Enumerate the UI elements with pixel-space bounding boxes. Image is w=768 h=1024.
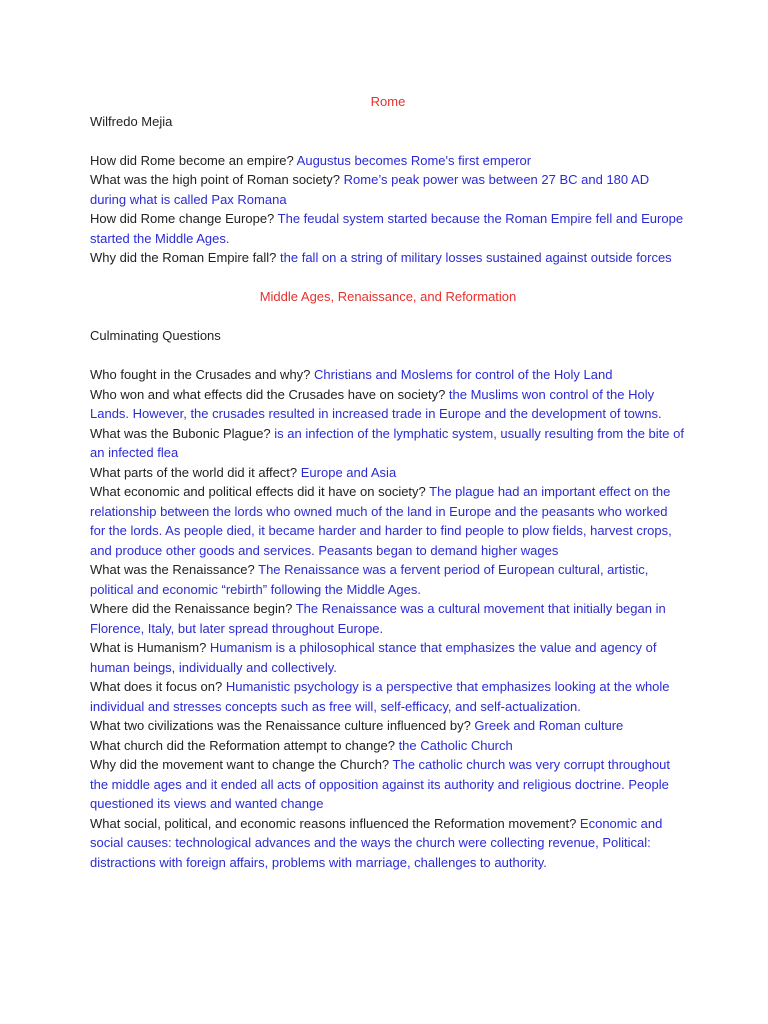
answer: the Muslims won control of the Holy Lands. However, the crusades resulted in increased trade in Europe and the development of towns.: [90, 386, 662, 421]
ma-qa-4: [90, 463, 686, 483]
question: What was the high point of Roman society?: [90, 172, 344, 187]
question: What two civilizations was the Renaissance culture influenced by?: [90, 718, 475, 733]
middle-ages-heading: Middle Ages, Renaissance, and Reformation: [259, 289, 517, 304]
answer: Greek and Roman culture: [474, 718, 624, 733]
answer: Economic and social causes: technological advances and the ways the church were collecting revenue, Political: distractions with foreign affairs, problems with marriage, challenges to authority.: [90, 815, 663, 870]
question: Where did the Renaissance begin?: [90, 601, 296, 616]
question: What was the Bubonic Plague?: [90, 425, 275, 441]
rome-qa-4: [90, 248, 686, 268]
ma-qa-11: [90, 736, 686, 756]
rome-qa-2: [90, 170, 686, 209]
question: What church did the Reformation attempt to change?: [90, 737, 399, 753]
question: Who fought in the Crusades and why?: [90, 367, 315, 382]
question: What social, political, and economic reasons influenced the Reformation movement?: [90, 815, 580, 831]
question: How did Rome become an empire?: [90, 152, 297, 168]
ma-qa-9: [90, 677, 686, 716]
answer: The plague had an important effect on the relationship between the lords who owned much of the land in Europe and the peasants who worked for the lords. As people died, it became harder and harder to find people to plow fields, harvest crops, and produce other goods and services. Peasants began to demand higher wages: [90, 484, 672, 558]
answer: The Renaissance was a cultural movement that initially began in Florence, Italy, but later spread throughout Europe.: [90, 601, 666, 636]
question: What economic and political effects did it have on society?: [90, 484, 430, 499]
question: Why did the movement want to change the Church?: [90, 757, 393, 772]
answer: the Catholic Church: [398, 737, 513, 753]
document-content: [90, 92, 686, 872]
question: Who won and what effects did the Crusades have on society?: [90, 386, 449, 402]
ma-qa-1: [90, 365, 686, 385]
question: What parts of the world did it affect?: [90, 464, 301, 480]
ma-qa-13: [90, 814, 686, 873]
ma-qa-7: [90, 599, 686, 638]
author-name: Wilfredo Mejia: [90, 113, 173, 129]
answer: The Renaissance was a fervent period of European cultural, artistic, political and economic “rebirth” following the Middle Ages.: [90, 562, 649, 597]
ma-qa-10: [90, 716, 686, 736]
rome-heading: Rome: [370, 94, 406, 109]
answer: Augustus becomes Rome's first emperor: [296, 152, 532, 168]
answer: The catholic church was very corrupt throughout the middle ages and it ended all acts of opposition against its authority and religious doctrine. People questioned its views and wanted change: [90, 757, 671, 811]
ma-qa-2: [90, 385, 686, 424]
ma-qa-12: [90, 755, 686, 814]
question: What was the Renaissance?: [90, 562, 259, 577]
question: What is Humanism?: [90, 640, 210, 655]
answer: Rome’s peak power was between 27 BC and 180 AD during what is called Pax Romana: [90, 172, 650, 207]
answer: the fall on a string of military losses sustained against outside forces: [280, 250, 672, 265]
answer: Europe and Asia: [300, 464, 397, 480]
ma-qa-6: [90, 560, 686, 599]
answer: Humanistic psychology is a perspective that emphasizes looking at the whole individual and stresses concepts such as free will, self-efficacy, and self-actualization.: [90, 679, 670, 714]
answer: Christians and Moslems for control of the Holy Land: [314, 367, 613, 382]
ma-qa-3: [90, 424, 686, 463]
answer: Humanism is a philosophical stance that emphasizes the value and agency of human beings, individually and collectively.: [90, 640, 657, 675]
ma-qa-8: [90, 638, 686, 677]
section-subtitle: Culminating Questions: [90, 328, 221, 343]
rome-qa-3: [90, 209, 686, 248]
answer: The feudal system started because the Roman Empire fell and Europe started the Middle Ages.: [90, 211, 684, 246]
question: How did Rome change Europe?: [90, 211, 278, 226]
ma-qa-5: [90, 482, 686, 560]
question: What does it focus on?: [90, 679, 226, 694]
answer: is an infection of the lymphatic system, usually resulting from the bite of an infected flea: [90, 425, 684, 460]
rome-qa-1: [90, 151, 686, 171]
question: Why did the Roman Empire fall?: [90, 250, 281, 265]
